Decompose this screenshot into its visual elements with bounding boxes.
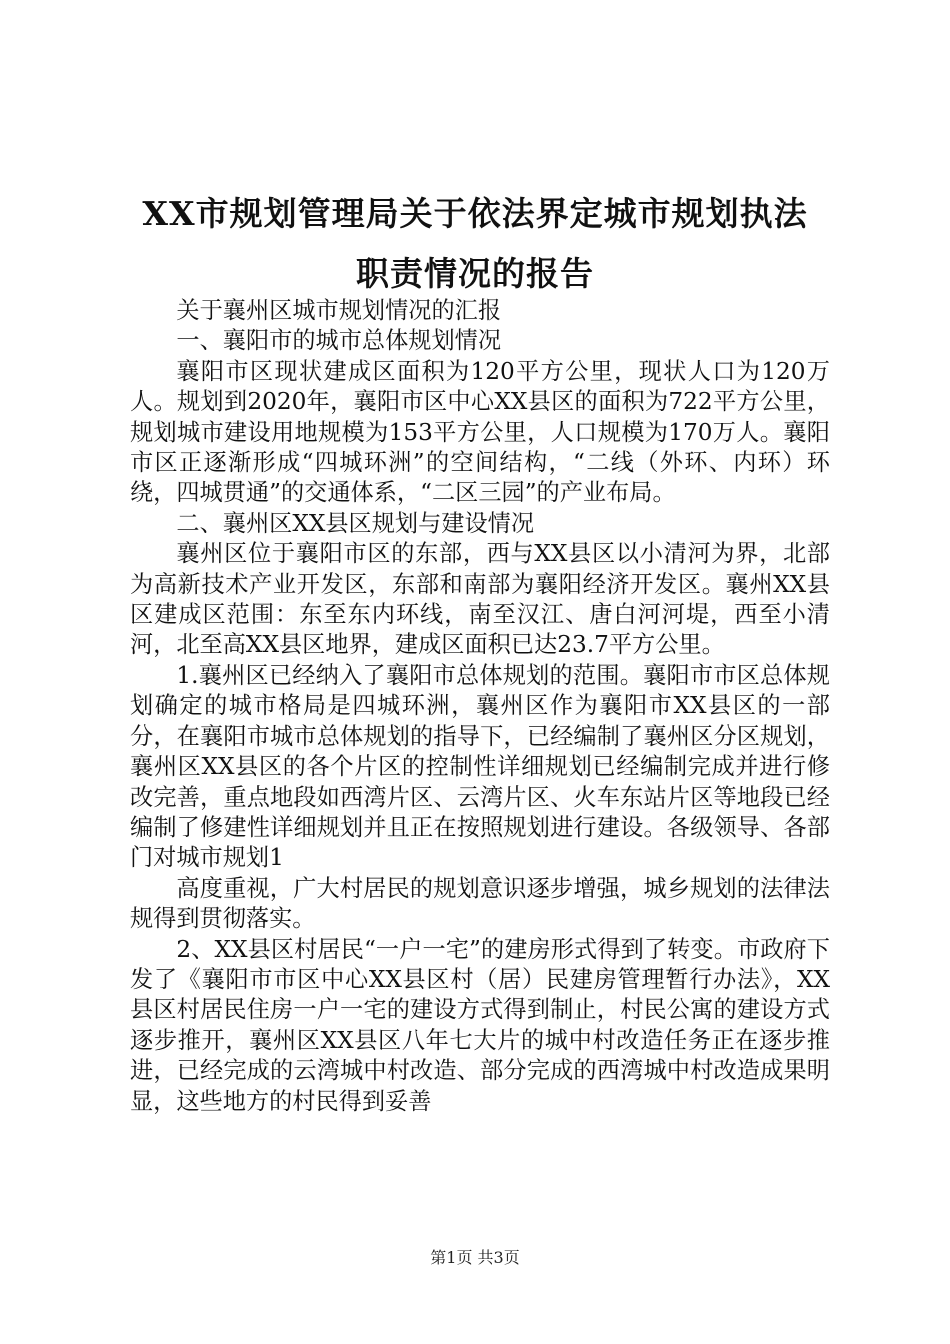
paragraph-report-heading: 关于襄州区城市规划情况的汇报 [176,297,502,324]
paragraph: 襄阳市区现状建成区面积为120平方公里，现状人口为120万人。规划到2020年，襄阳市区中心XX县区的面积为722平方公里，规划城市建设用地规模为153平方公里，人口规模为170万人。襄阳市区正逐渐形成“四城环洲”的空间结构，“二线（外环、内环）环绕，四城贯通”的交通体系，“二区三园”的产业布局。 [130,357,830,507]
paragraph: 高度重视，广大村居民的规划意识逐步增强，城乡规划的法律法规得到贯彻落实。 [130,874,830,933]
paragraph: 襄州区位于襄阳市区的东部，西与XX县区以小清河为界，北部为高新技术产业开发区，东部和南部为襄阳经济开发区。襄州XX县区建成区范围：东至东内环线，南至汉江、唐白河河堤，西至小清河，北至高XX县区地界，建成区面积已达23.7平方公里。 [130,540,830,659]
document-body [130,296,830,1117]
paragraph: 2、XX县区村居民“一户一宅”的建房形式得到了转变。市政府下发了《襄阳市市区中心XX县区村（居）民建房管理暂行办法》，XX县区村居民住房一户一宅的建设方式得到制止，村民公寓的建设方式逐步推开，襄州区XX县区八年七大片的城中村改造任务正在逐步推进，已经完成的云湾城中村改造、部分完成的西湾城中村改造成果明显，这些地方的村民得到妥善 [130,935,830,1115]
section-heading-1: 一、襄阳市的城市总体规划情况 [176,327,502,355]
page-number-footer: 第1页 共3页 [430,1248,520,1267]
section-heading-2: 二、襄州区XX县区规划与建设情况 [176,509,535,537]
paragraph: 1.襄州区已经纳入了襄阳市总体规划的范围。襄阳市市区总体规划确定的城市格局是四城环洲，襄州区作为襄阳市XX县区的一部分，在襄阳市城市总体规划的指导下，已经编制了襄州区分区规划，襄州区XX县区的各个片区的控制性详细规划已经编制完成并进行修改完善，重点地段如西湾片区、云湾片区、火车东站片区等地段已经编制了修建性详细规划并且正在按照规划进行建设。各级领导、各部门对城市规划1 [130,661,830,872]
document-title-line-2: 职责情况的报告 [356,254,594,293]
document-title-line-1: XX市规划管理局关于依法界定城市规划执法 [142,194,808,233]
